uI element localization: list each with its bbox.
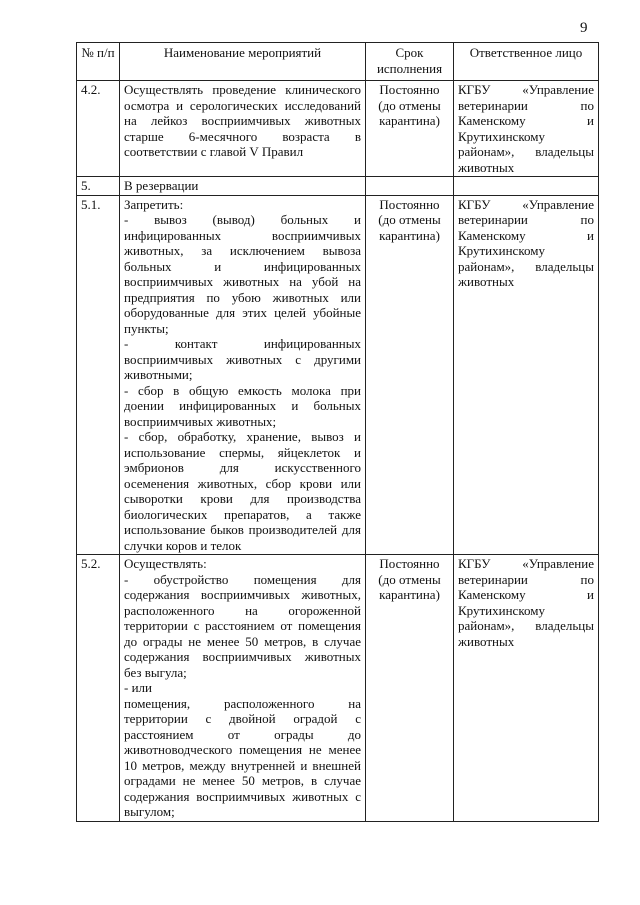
measure-line: - или: [124, 680, 152, 695]
measure-line: Осуществлять:: [124, 556, 207, 571]
row-term: Постоянно (до отмены карантина): [366, 81, 454, 177]
table-row: [77, 195, 599, 555]
row-number: 5.2.: [77, 555, 120, 822]
measure-line: - сбор, обработку, хранение, вывоз и использование спермы, яйцеклеток и эмбрионов для искусственного осеменения животных, сбор крови или сыворотки крови для производства биологических препаратов, а также использование быков производителей для случки коров и телок: [124, 429, 361, 553]
row-term: [366, 177, 454, 196]
row-measure: [120, 195, 366, 555]
row-measure: В резервации: [120, 177, 366, 196]
row-responsible: КГБУ «Управление ветеринарии по Каменскому и Крутихинскому районам», владельцы животных: [454, 81, 599, 177]
row-measure: Осуществлять проведение клинического осмотра и серологических исследований на лейкоз восприимчивых животных старше 6-месячного возраста в соответствии с главой V Правил: [120, 81, 366, 177]
header-term: Срок исполнения: [366, 43, 454, 81]
measure-line: - сбор в общую емкость молока при доении инфицированных и больных восприимчивых животных;: [124, 382, 361, 429]
measures-table: [76, 42, 599, 822]
row-term: Постоянно (до отмены карантина): [366, 555, 454, 822]
table-row: [77, 177, 599, 196]
row-number: 5.1.: [77, 195, 120, 555]
table-row: [77, 81, 599, 177]
measure-line: - контакт инфицированных восприимчивых животных с другими животными;: [124, 336, 361, 382]
table-row: [77, 555, 599, 822]
header-num: № п/п: [77, 43, 120, 81]
row-responsible: КГБУ «Управление ветеринарии по Каменскому и Крутихинскому районам», владельцы животных: [454, 195, 599, 555]
measure-line: - обустройство помещения для содержания восприимчивых животных, расположенного на огороженной территории с расстоянием от помещения до ограды не менее 50 метров, в случае содержания восприимчивых животных без выгула;: [124, 571, 361, 680]
header-name: Наименование мероприятий: [120, 43, 366, 81]
measure-line: Запретить:: [124, 196, 184, 212]
table-header-row: [77, 43, 599, 81]
page-number: 9: [580, 20, 588, 36]
row-number: 5.: [77, 177, 120, 196]
row-measure: [120, 555, 366, 822]
row-responsible: [454, 177, 599, 196]
row-number: 4.2.: [77, 81, 120, 177]
measure-line: - вывоз (вывод) больных и инфицированных восприимчивых животных, за исключением вывоза больных и инфицированных восприимчивых животных на убой на предприятия по убою животных или оборудованные для этих целей убойные пункты;: [124, 212, 361, 336]
row-term: Постоянно (до отмены карантина): [366, 195, 454, 555]
row-responsible: КГБУ «Управление ветеринарии по Каменскому и Крутихинскому районам», владельцы животных: [454, 555, 599, 822]
header-responsible: Ответственное лицо: [454, 43, 599, 81]
measure-line: помещения, расположенного на территории с двойной оградой с расстоянием от ограды до животноводческого помещения не менее 10 метров, между внутренней и внешней оградами не менее 50 метров, в случае содержания восприимчивых животных с выгулом;: [124, 695, 361, 819]
